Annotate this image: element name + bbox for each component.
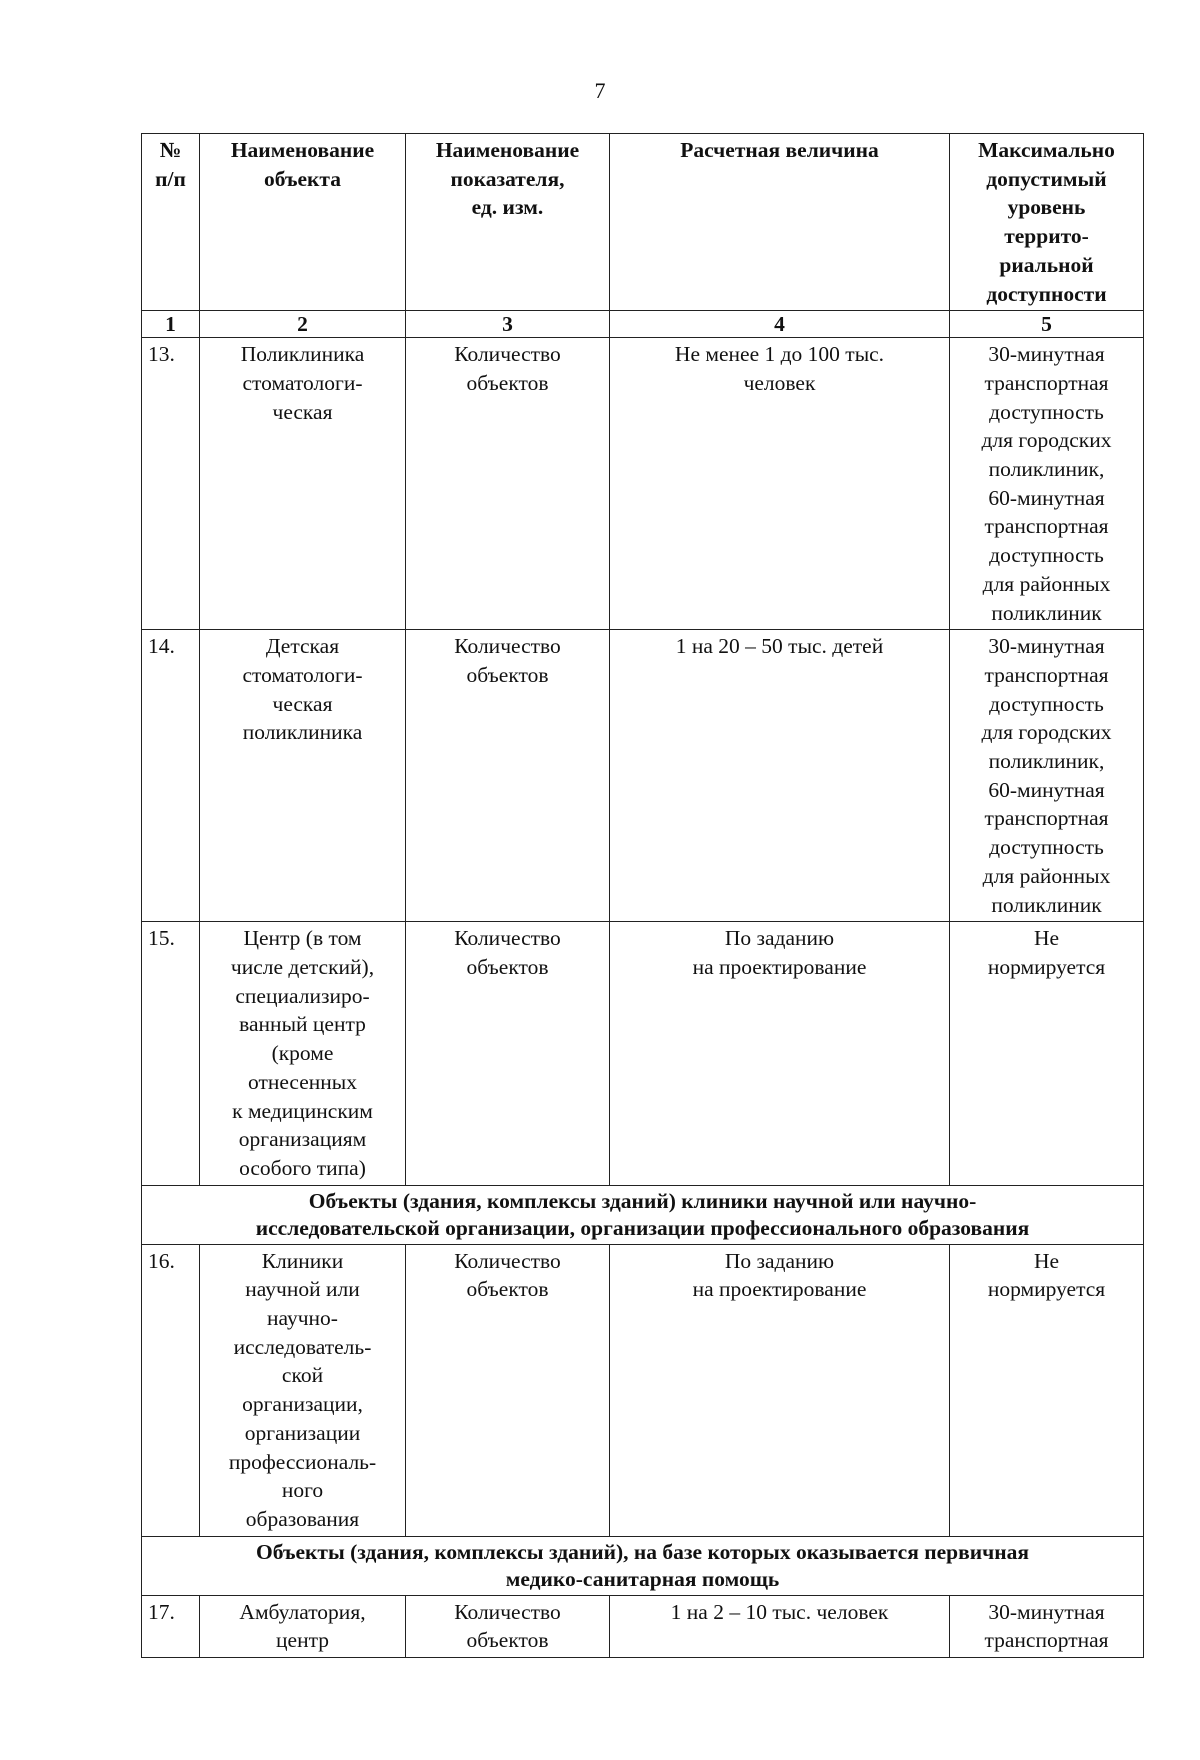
- column-number: 5: [950, 311, 1144, 338]
- indicator-name: Количество объектов: [406, 630, 610, 922]
- table-row: [142, 922, 1144, 1185]
- table-row: [142, 1244, 1144, 1536]
- section-heading: Объекты (здания, комплексы зданий) клиники научной или научно- исследовательской организации, организации профессионального образования: [142, 1185, 1144, 1244]
- max-accessibility: Не нормируется: [950, 922, 1144, 1185]
- norms-table: [141, 133, 1144, 1658]
- indicator-name: Количество объектов: [406, 1595, 610, 1657]
- column-number: 4: [610, 311, 950, 338]
- object-name: Поликлиника стоматологи- ческая: [200, 338, 406, 630]
- calculated-value: 1 на 20 – 50 тыс. детей: [610, 630, 950, 922]
- object-name: Амбулатория, центр: [200, 1595, 406, 1657]
- header-number: № п/п: [142, 134, 200, 311]
- max-accessibility: Не нормируется: [950, 1244, 1144, 1536]
- row-number: 13.: [142, 338, 200, 630]
- column-number-row: [142, 311, 1144, 338]
- header-calculated-value: Расчетная величина: [610, 134, 950, 311]
- header-max-accessibility: Максимально допустимый уровень террито- риальной доступности: [950, 134, 1144, 311]
- max-accessibility: 30-минутная транспортная: [950, 1595, 1144, 1657]
- section-heading: Объекты (здания, комплексы зданий), на базе которых оказывается первичная медико-санитарная помощь: [142, 1536, 1144, 1595]
- indicator-name: Количество объектов: [406, 338, 610, 630]
- section-row: [142, 1185, 1144, 1244]
- table-row: [142, 1595, 1144, 1657]
- row-number: 17.: [142, 1595, 200, 1657]
- object-name: Детская стоматологи- ческая поликлиника: [200, 630, 406, 922]
- row-number: 15.: [142, 922, 200, 1185]
- header-object-name: Наименование объекта: [200, 134, 406, 311]
- section-row: [142, 1536, 1144, 1595]
- column-number: 2: [200, 311, 406, 338]
- calculated-value: Не менее 1 до 100 тыс. человек: [610, 338, 950, 630]
- max-accessibility: 30-минутная транспортная доступность для городских поликлиник, 60-минутная транспортная доступность для районных поликлиник: [950, 630, 1144, 922]
- indicator-name: Количество объектов: [406, 922, 610, 1185]
- page-number: 7: [594, 78, 606, 103]
- table-row: [142, 338, 1144, 630]
- row-number: 16.: [142, 1244, 200, 1536]
- calculated-value: 1 на 2 – 10 тыс. человек: [610, 1595, 950, 1657]
- column-number: 1: [142, 311, 200, 338]
- calculated-value: По заданию на проектирование: [610, 1244, 950, 1536]
- header-row: [142, 134, 1144, 311]
- object-name: Центр (в том числе детский), специализиро- ванный центр (кроме отнесенных к медицинским организациям особого типа): [200, 922, 406, 1185]
- row-number: 14.: [142, 630, 200, 922]
- max-accessibility: 30-минутная транспортная доступность для городских поликлиник, 60-минутная транспортная доступность для районных поликлиник: [950, 338, 1144, 630]
- table-row: [142, 630, 1144, 922]
- header-indicator-name: Наименование показателя, ед. изм.: [406, 134, 610, 311]
- calculated-value: По заданию на проектирование: [610, 922, 950, 1185]
- column-number: 3: [406, 311, 610, 338]
- object-name: Клиники научной или научно- исследователь- ской организации, организации профессиональ- ного образования: [200, 1244, 406, 1536]
- indicator-name: Количество объектов: [406, 1244, 610, 1536]
